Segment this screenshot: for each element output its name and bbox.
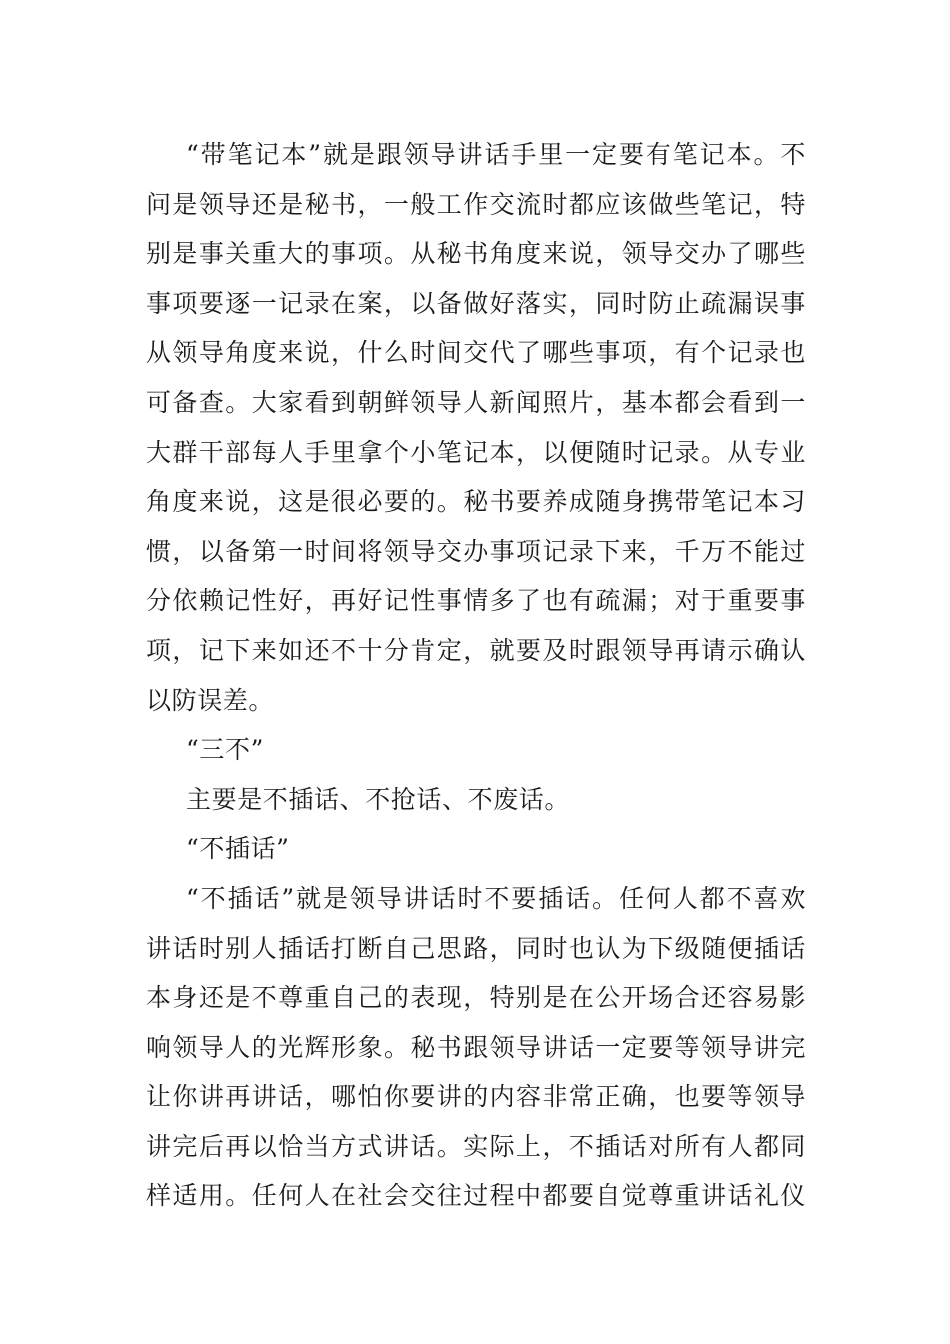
- heading-text: “不插话”: [186, 834, 290, 864]
- text-line: “不插话”就是领导讲话时不要插话。任何人都不喜欢: [186, 883, 806, 913]
- text-line: 本身还是不尊重自己的表现，特别是在公开场合还容易影: [146, 983, 806, 1013]
- text-line: 惯，以备第一时间将领导交办事项记录下来，千万不能过: [146, 536, 806, 566]
- text-line: 问是领导还是秘书，一般工作交流时都应该做些笔记，特: [146, 189, 806, 219]
- text-line: 讲话时别人插话打断自己思路，同时也认为下级随便插话: [146, 933, 806, 963]
- heading-three-nots: [146, 725, 806, 775]
- document-body: [146, 130, 806, 1221]
- text-line: 让你讲再讲话，哪怕你要讲的内容非常正确，也要等领导: [146, 1082, 806, 1112]
- text-line: 样适用。任何人在社会交往过程中都要自觉尊重讲话礼仪: [146, 1181, 806, 1211]
- text-line: 角度来说，这是很必要的。秘书要养成随身携带笔记本习: [146, 487, 806, 517]
- paragraph-notebook: [146, 130, 806, 725]
- paragraph-no-interrupt: [146, 874, 806, 1221]
- text-line: 项，记下来如还不十分肯定，就要及时跟领导再请示确认: [146, 635, 806, 665]
- text-line: 响领导人的光辉形象。秘书跟领导讲话一定要等领导讲完: [146, 1032, 806, 1062]
- text-line: “带笔记本”就是跟领导讲话手里一定要有笔记本。不: [186, 140, 806, 169]
- heading-text: “三不”: [186, 735, 264, 765]
- text-line: 从领导角度来说，什么时间交代了哪些事项，有个记录也: [146, 338, 806, 368]
- text-line: 讲完后再以恰当方式讲话。实际上，不插话对所有人都同: [146, 1131, 806, 1161]
- text-line: 以防误差。: [146, 685, 275, 715]
- text-line: 大群干部每人手里拿个小笔记本，以便随时记录。从专业: [146, 437, 806, 467]
- text-line: 可备查。大家看到朝鲜领导人新闻照片，基本都会看到一: [146, 387, 806, 417]
- text-line: 分依赖记性好，再好记性事情多了也有疏漏；对于重要事: [146, 586, 806, 616]
- text-line: 主要是不插话、不抢话、不废话。: [186, 784, 571, 814]
- text-line: 别是事关重大的事项。从秘书角度来说，领导交办了哪些: [146, 239, 806, 269]
- paragraph-three-nots-summary: [146, 775, 806, 825]
- heading-no-interrupt: [146, 824, 806, 874]
- text-line: 事项要逐一记录在案，以备做好落实，同时防止疏漏误事: [146, 288, 806, 318]
